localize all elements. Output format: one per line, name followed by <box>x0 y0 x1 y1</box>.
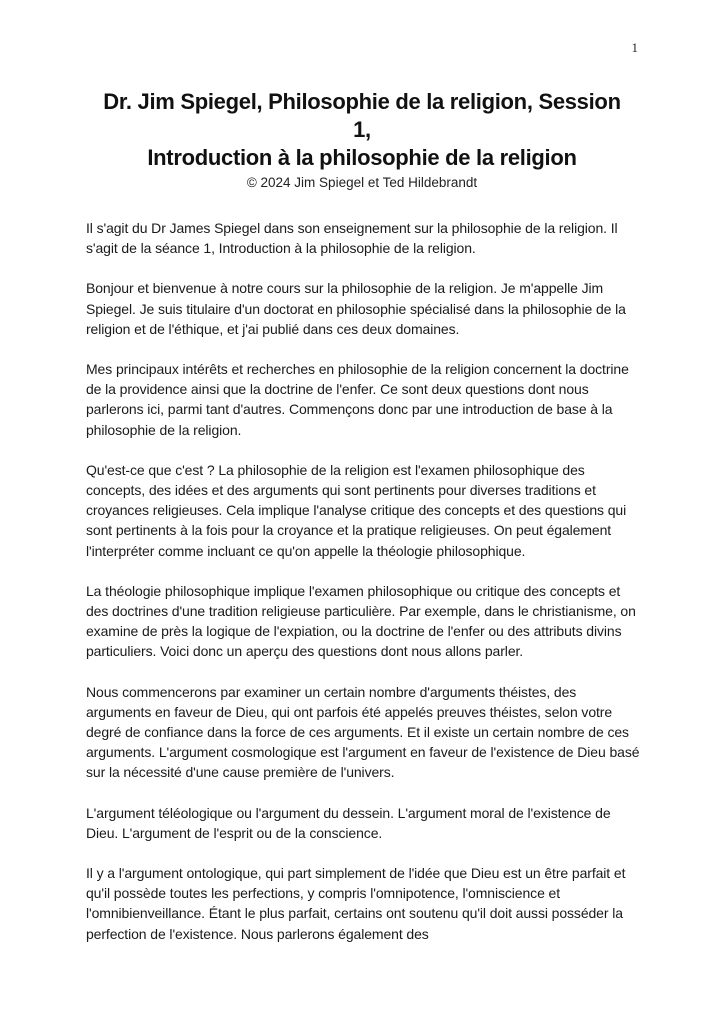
paragraph: Bonjour et bienvenue à notre cours sur la philosophie de la religion. Je m'appelle Jim Spiegel. Je suis titulaire d'un doctorat en philosophie spécialisé dans la philosophie de la religion et de l'éthique, et j'ai publié dans ces deux domaines. <box>86 280 626 337</box>
document-body <box>86 218 642 964</box>
paragraph: Nous commencerons par examiner un certain nombre d'arguments théistes, des arguments en faveur de Dieu, qui ont parfois été appelés preuves théistes, selon votre degré de confiance dans la force de ces arguments. Et il existe un certain nombre de ces arguments. L'argument cosmologique est l'argument en faveur de l'existence de Dieu basé sur la nécessité d'une cause première de l'univers. <box>86 683 640 781</box>
paragraph: Mes principaux intérêts et recherches en philosophie de la religion concernent la doctrine de la providence ainsi que la doctrine de l'enfer. Ce sont deux questions dont nous parlerons ici, parmi tant d'autres. Commençons donc par une introduction de base à la philosophie de la religion. <box>86 361 629 438</box>
title-line: 1, <box>353 117 371 142</box>
paragraph: Il s'agit du Dr James Spiegel dans son enseignement sur la philosophie de la religion. Il s'agit de la séance 1, Introduction à la philosophie de la religion. <box>86 220 618 257</box>
document-title <box>86 88 638 172</box>
title-line: Introduction à la philosophie de la religion <box>147 145 577 170</box>
title-line: Dr. Jim Spiegel, Philosophie de la religion, Session <box>103 89 621 114</box>
page-number: 1 <box>631 40 638 55</box>
paragraph: Il y a l'argument ontologique, qui part simplement de l'idée que Dieu est un être parfait et qu'il possède toutes les perfections, y compris l'omnipotence, l'omniscience et l'omnibienveillance. Étant le plus parfait, certains ont soutenu qu'il doit aussi posséder la perfection de l'existence. Nous parlerons également des <box>86 865 626 942</box>
paragraph: La théologie philosophique implique l'examen philosophique ou critique des concepts et des doctrines d'une tradition religieuse particulière. Par exemple, dans le christianisme, on examine de près la logique de l'expiation, ou la doctrine de l'enfer ou des attributs divins particuliers. Voici donc un aperçu des questions dont nous allons parler. <box>86 582 636 660</box>
paragraph: Qu'est-ce que c'est ? La philosophie de la religion est l'examen philosophique des concepts, des idées et des arguments qui sont pertinents pour diverses traditions et croyances religieuses. Cela implique l'analyse critique des concepts et des questions qui sont pertinents à la fois pour la croyance et la pratique religieuses. On peut également l'interpréter comme incluant ce qu'on appelle la théologie philosophique. <box>86 461 627 559</box>
paragraph: L'argument téléologique ou l'argument du dessein. L'argument moral de l'existence de Dieu. L'argument de l'esprit ou de la conscience. <box>86 804 611 841</box>
copyright-notice: © 2024 Jim Spiegel et Ted Hildebrandt <box>246 175 478 190</box>
document-header <box>86 88 638 192</box>
